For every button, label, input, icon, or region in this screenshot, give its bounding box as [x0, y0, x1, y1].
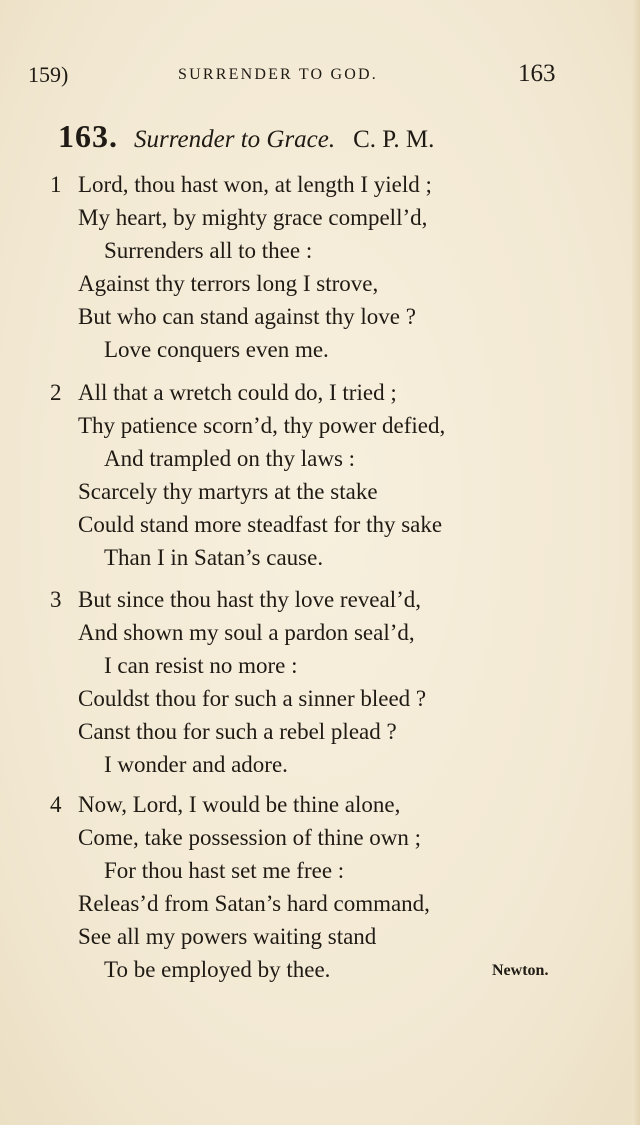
page-edge: [632, 0, 640, 1125]
hymn-heading: [58, 118, 434, 158]
verse-line: Could stand more steadfast for thy sake: [78, 512, 443, 537]
hymn-number: 163.: [58, 118, 118, 154]
verse-line: Lord, thou hast won, at length I yield ;: [78, 172, 432, 197]
verse-line: Releas’d from Satan’s hard command,: [78, 891, 430, 916]
verse-line: Than I in Satan’s cause.: [104, 545, 324, 570]
verse-line: I wonder and adore.: [104, 752, 288, 777]
verse-line: Love conquers even me.: [104, 337, 329, 362]
hymn-title: Surrender to Grace.: [134, 126, 336, 153]
verse-line: And shown my soul a pardon seal’d,: [78, 620, 415, 645]
header-left-mark: 159): [28, 62, 69, 87]
verse-line: For thou hast set me free :: [104, 858, 345, 883]
verse-line: Surrenders all to thee :: [104, 238, 313, 263]
verse-line: I can resist no more :: [104, 653, 298, 678]
verse-line: Scarcely thy martyrs at the stake: [78, 479, 378, 504]
verse-line: Come, take possession of thine own ;: [78, 825, 422, 850]
verse-line: See all my powers waiting stand: [78, 924, 377, 949]
verse-line: But since thou hast thy love reveal’d,: [78, 587, 422, 612]
verse-line: All that a wretch could do, I tried ;: [78, 380, 397, 405]
stanza-number: 2: [50, 380, 62, 405]
running-header: [0, 60, 640, 92]
page-number: 163: [518, 60, 556, 87]
verse-line: And trampled on thy laws :: [104, 446, 356, 471]
verse-line: My heart, by mighty grace compell’d,: [78, 205, 428, 230]
header-title: SURRENDER TO GOD.: [178, 66, 378, 83]
stanza-number: 1: [50, 172, 62, 197]
verse-line: Canst thou for such a rebel plead ?: [78, 719, 397, 744]
verse-line: Couldst thou for such a sinner bleed ?: [78, 686, 427, 711]
stanza-number: 4: [50, 792, 62, 817]
author-attribution: Newton.: [492, 962, 549, 979]
verse-line: To be employed by thee.: [104, 957, 331, 982]
stanza-number: 3: [50, 587, 62, 612]
verse-line: Thy patience scorn’d, thy power defied,: [78, 413, 446, 438]
hymn-meter: C. P. M.: [353, 126, 435, 153]
verse-line: Against thy terrors long I strove,: [78, 271, 379, 296]
verse-line: Now, Lord, I would be thine alone,: [78, 792, 401, 817]
verse-line: But who can stand against thy love ?: [78, 304, 416, 329]
